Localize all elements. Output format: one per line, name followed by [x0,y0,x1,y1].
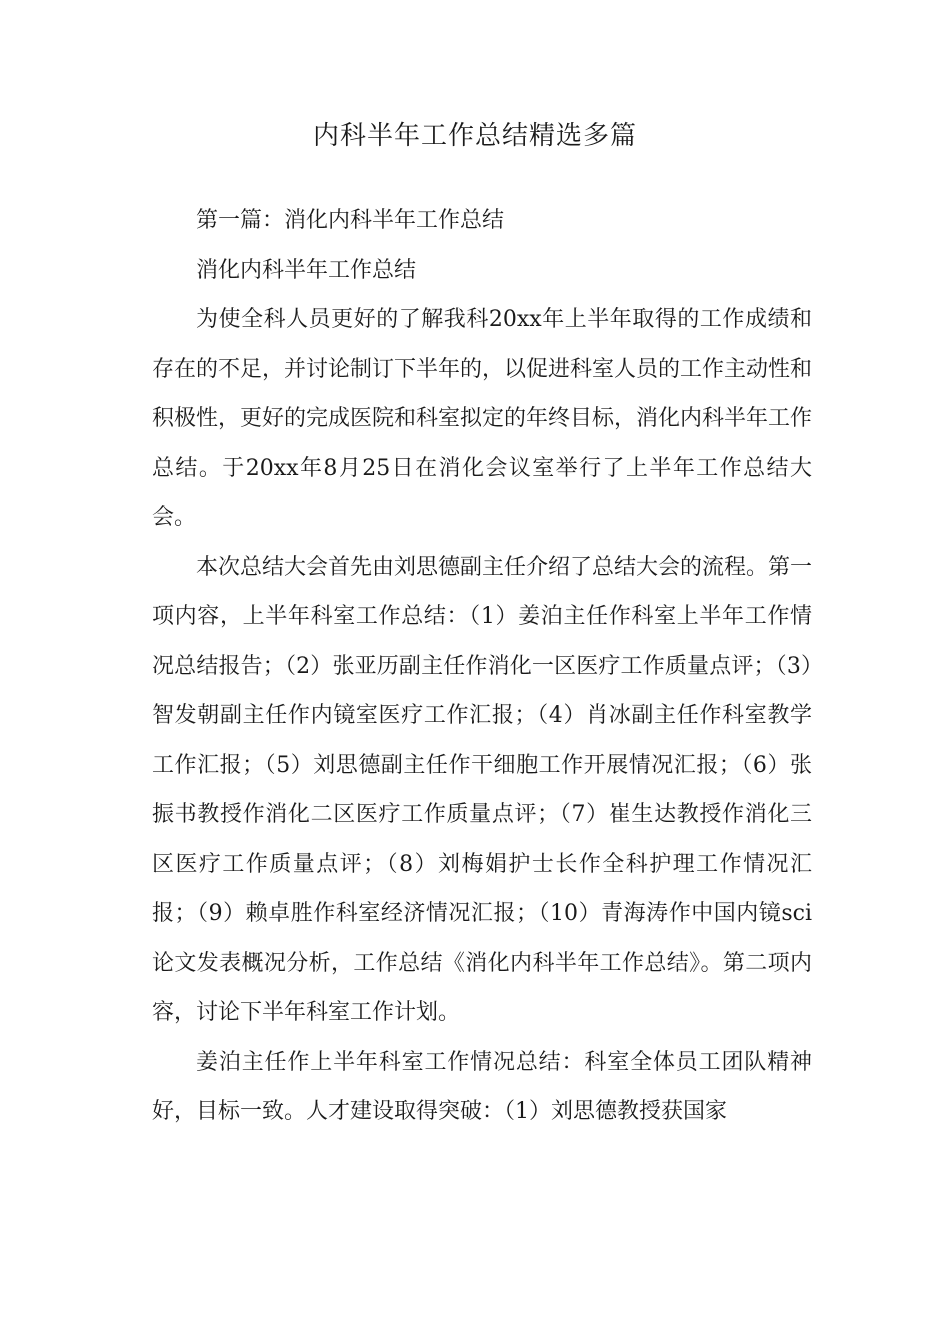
paragraph-heading: 第一篇：消化内科半年工作总结 [196,208,505,233]
paragraph-summary: 姜泊主任作上半年科室工作情况总结：科室全体员工团队精神好，目标一致。人才建设取得突破：（1）刘思德教授获国家 [152,1049,812,1124]
paragraph-intro: 为使全科人员更好的了解我科20xx年上半年取得的工作成绩和存在的不足，并讨论制订下半年的，以促进科室人员的工作主动性和积极性，更好的完成医院和科室拟定的年终目标，消化内科半年工作总结。于20xx年8月25日在消化会议室举行了上半年工作总结大会。 [152,307,813,530]
document-body [152,196,812,1137]
paragraph-meeting-agenda: 本次总结大会首先由刘思德副主任介绍了总结大会的流程。第一项内容，上半年科室工作总结：（1）姜泊主任作科室上半年工作情况总结报告；（2）张亚历副主任作消化一区医疗工作质量点评；（3）智发朝副主任作内镜室医疗工作汇报；（4）肖冰副主任作科室教学工作汇报；（5）刘思德副主任作干细胞工作开展情况汇报；（6）张振书教授作消化二区医疗工作质量点评；（7）崔生达教授作消化三区医疗工作质量点评；（8）刘梅娟护士长作全科护理工作情况汇报；（9）赖卓胜作科室经济情况汇报；（10）青海涛作中国内镜sci论文发表概况分析，工作总结《消化内科半年工作总结》。第二项内容，讨论下半年科室工作计划。 [152,554,813,1025]
document-title: 内科半年工作总结精选多篇 [312,121,637,151]
paragraph-subheading: 消化内科半年工作总结 [196,257,417,283]
